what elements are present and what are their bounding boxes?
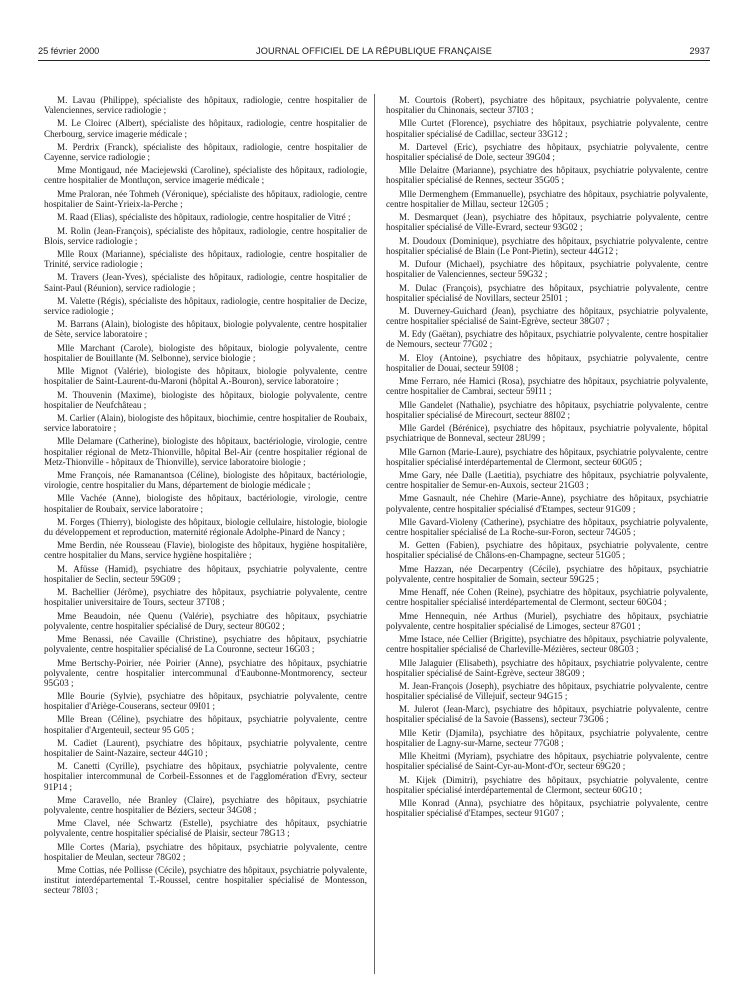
nomination-entry: M. Jean-François (Joseph), psychiatre des hôpitaux, psychiatrie polyvalente, centre hospitalier spécialisé de Villejuif, secteur 94G15 ; [386, 680, 708, 702]
nomination-entry: Mlle Gandelet (Nathalie), psychiatre des hôpitaux, psychiatrie polyvalente, centre hospitalier spécialisé de Mirecourt, secteur 88I02 ; [386, 399, 708, 420]
nomination-entry: Mme Istace, née Cellier (Brigitte), psychiatre des hôpitaux, psychiatrie polyvalente, centre hospitalier spécialisé de Charleville-Mézières, secteur 08G03 ; [386, 634, 708, 655]
nomination-entry: Mlle Jalaguier (Elisabeth), psychiatre des hôpitaux, psychiatrie polyvalente, centre hospitalier spécialisé de Saint-Egrève, secteur 38G09 ; [386, 657, 708, 678]
nomination-entry: M. Canetti (Cyrille), psychiatre des hôpitaux, psychiatrie polyvalente, centre hospitalier intercommunal de Corbeil-Essonnes et de l'agglomération d'Evry, secteur 91P14 ; [44, 761, 367, 792]
nomination-entry: Mlle Roux (Marianne), spécialiste des hôpitaux, radiologie, centre hospitalier de Trinité, service radiologie ; [44, 248, 367, 270]
nomination-entry: Mme Benassi, née Cavaille (Christine), psychiatre des hôpitaux, psychiatrie polyvalente, centre hospitalier spécialisé de La Couronne, secteur 16G03 ; [44, 634, 367, 655]
nomination-entry: M. Julerot (Jean-Marc), psychiatre des hôpitaux, psychiatrie polyvalente, centre hospitalier spécialisé de la Savoie (Bassens), secteur 73G06 ; [386, 704, 708, 725]
nomination-entry: M. Courtois (Robert), psychiatre des hôpitaux, psychiatrie polyvalente, centre hospitalier du Chinonais, secteur 37I03 ; [386, 95, 708, 116]
nomination-entry: Mlle Mignot (Valérie), biologiste des hôpitaux, biologie polyvalente, centre hospitalier de Saint-Laurent-du-Maroni (hôpital A.-Bouron), service laboratoire ; [44, 366, 367, 387]
nomination-entry: Mme Caravello, née Branley (Claire), psychiatre des hôpitaux, psychiatrie polyvalente, centre hospitalier de Béziers, secteur 34G08 ; [44, 794, 367, 815]
page-number: 2937 [689, 46, 710, 56]
nomination-entry: Mme Cottias, née Pollisse (Cécile), psychiatre des hôpitaux, psychiatrie polyvalente, institut interdépartemental T.-Roussel, centre hospitalier spécialisé de Montesson, secteur 78I03 ; [44, 865, 367, 896]
header-rule [38, 60, 710, 61]
nomination-entry: Mlle Delaitre (Marianne), psychiatre des hôpitaux, psychiatrie polyvalente, centre hospitalier spécialisé de Rennes, secteur 35G05 ; [386, 165, 708, 186]
nomination-entry: Mlle Vachée (Anne), biologiste des hôpitaux, bactériologie, virologie, centre hospitalier de Roubaix, service laboratoire ; [44, 493, 367, 514]
page-header [38, 46, 710, 60]
nomination-entry: Mlle Ketir (Djamila), psychiatre des hôpitaux, psychiatrie polyvalente, centre hospitalier de Lagny-sur-Marne, secteur 77G08 ; [386, 727, 708, 748]
nomination-entry: Mme Hennequin, née Arthus (Muriel), psychiatre des hôpitaux, psychiatrie polyvalente, centre hospitalier spécialisé de Limoges, secteur 87G01 ; [386, 610, 708, 631]
nomination-entry: Mlle Brean (Céline), psychiatre des hôpitaux, psychiatrie polyvalente, centre hospitalier d'Argenteuil, secteur 95 G05 ; [44, 714, 367, 735]
header-date: 25 février 2000 [38, 46, 100, 56]
nomination-entry: M. Dulac (François), psychiatre des hôpitaux, psychiatrie polyvalente, centre hospitalier spécialisé de Novillars, secteur 25I01 ; [386, 282, 708, 303]
right-column [386, 95, 708, 822]
nomination-entry: Mme Henaff, née Cohen (Reine), psychiatre des hôpitaux, psychiatrie polyvalente, centre hospitalier spécialisé interdépartemental de Clermont, secteur 60G04 ; [386, 587, 708, 608]
nomination-entry: M. Getten (Fabien), psychiatre des hôpitaux, psychiatrie polyvalente, centre hospitalier spécialisé de Châlons-en-Champagne, secteur 51G05 ; [386, 540, 708, 561]
left-column [44, 95, 367, 899]
nomination-entry: M. Afüsse (Hamid), psychiatre des hôpitaux, psychiatrie polyvalente, centre hospitalier de Seclin, secteur 59G09 ; [44, 563, 367, 584]
nomination-entry: Mme Beaudoin, née Quenu (Valérie), psychiatre des hôpitaux, psychiatrie polyvalente, centre hospitalier spécialisé de Dury, secteur 80G02 ; [44, 610, 367, 631]
nomination-entry: M. Edy (Gaëtan), psychiatre des hôpitaux, psychiatrie polyvalente, centre hospitalier de Nemours, secteur 77G02 ; [386, 329, 708, 350]
nomination-entry: Mlle Dermenghem (Emmanuelle), psychiatre des hôpitaux, psychiatrie polyvalente, centre hospitalier de Millau, secteur 12G05 ; [386, 188, 708, 209]
nomination-entry: M. Perdrix (Franck), spécialiste des hôpitaux, radiologie, centre hospitalier de Cayenne, service radiologie ; [44, 141, 367, 162]
nomination-entry: Mlle Curtet (Florence), psychiatre des hôpitaux, psychiatrie polyvalente, centre hospitalier spécialisé de Cadillac, secteur 33G12 ; [386, 118, 708, 139]
nomination-entry: M. Bachellier (Jérôme), psychiatre des hôpitaux, psychiatrie polyvalente, centre hospitalier universitaire de Tours, secteur 37T08 ; [44, 587, 367, 608]
nomination-entry: Mlle Cortes (Maria), psychiatre des hôpitaux, psychiatrie polyvalente, centre hospitalier de Meulan, secteur 78G02 ; [44, 841, 367, 862]
nomination-entry: M. Dartevel (Eric), psychiatre des hôpitaux, psychiatrie polyvalente, centre hospitalier spécialisé de Dole, secteur 39G04 ; [386, 141, 708, 162]
column-divider [374, 94, 375, 974]
nomination-entry: M. Forges (Thierry), biologiste des hôpitaux, biologie cellulaire, histologie, biologie du développement et reproduction, maternité régionale Adolphe-Pinard de Nancy ; [44, 516, 367, 537]
nomination-entry: Mme Gary, née Dalle (Laetitia), psychiatre des hôpitaux, psychiatrie polyvalente, centre hospitalier de Semur-en-Auxois, secteur 21G03 ; [386, 470, 708, 491]
nomination-entry: M. Travers (Jean-Yves), spécialiste des hôpitaux, radiologie, centre hospitalier de Saint-Paul (Réunion), service radiologie ; [44, 272, 367, 293]
nomination-entry: Mlle Garnon (Marie-Laure), psychiatre des hôpitaux, psychiatrie polyvalente, centre hospitalier spécialisé interdépartemental de Clermont, secteur 60G05 ; [386, 446, 708, 467]
nomination-entry: M. Rolin (Jean-François), spécialiste des hôpitaux, radiologie, centre hospitalier de Blois, service radiologie ; [44, 225, 367, 246]
nomination-entry: Mlle Gavard-Violeny (Catherine), psychiatre des hôpitaux, psychiatrie polyvalente, centre hospitalier spécialisé de La Roche-sur-Foron, secteur 74G05 ; [386, 516, 708, 537]
nomination-entry: M. Raad (Elias), spécialiste des hôpitaux, radiologie, centre hospitalier de Vitré ; [57, 212, 351, 223]
nomination-entry: Mme Ferraro, née Hamici (Rosa), psychiatre des hôpitaux, psychiatrie polyvalente, centre hospitalier de Cambrai, secteur 59I11 ; [386, 376, 708, 397]
nomination-entry: M. Desmarquet (Jean), psychiatre des hôpitaux, psychiatrie polyvalente, centre hospitalier spécialisé de Ville-Evrard, secteur 93G02 ; [386, 212, 708, 233]
nomination-entry: M. Carlier (Alain), biologiste des hôpitaux, biochimie, centre hospitalier de Roubaix, service laboratoire ; [44, 413, 367, 434]
nomination-entry: Mlle Gardel (Bérénice), psychiatre des hôpitaux, psychiatrie polyvalente, hôpital psychiatrique de Bonneval, secteur 28U99 ; [386, 423, 708, 444]
nomination-entry: M. Thouvenin (Maxime), biologiste des hôpitaux, biologie polyvalente, centre hospitalier de Neufchâteau ; [44, 389, 367, 410]
nomination-entry: Mlle Kheitmi (Myriam), psychiatre des hôpitaux, psychiatrie polyvalente, centre hospitalier spécialisé de Saint-Cyr-au-Mont-d'Or, secteur 69G20 ; [386, 751, 708, 772]
nomination-entry: M. Barrans (Alain), biologiste des hôpitaux, biologie polyvalente, centre hospitalier de Sète, service laboratoire ; [44, 319, 367, 340]
nomination-entry: Mme Berdin, née Rousseau (Flavie), biologiste des hôpitaux, hygiène hospitalière, centre hospitalier du Mans, service hygiène hospitalière ; [44, 540, 367, 561]
nomination-entry: M. Lavau (Philippe), spécialiste des hôpitaux, radiologie, centre hospitalier de Valenciennes, service radiologie ; [44, 95, 367, 116]
nomination-entry: Mme Bertschy-Poirier, née Poirier (Anne), psychiatre des hôpitaux, psychiatrie polyvalente, centre hospitalier intercommunal d'Eaubonne-Montmorency, secteur 95G03 ; [44, 657, 367, 688]
nomination-entry: Mme Montigaud, née Maciejewski (Caroline), spécialiste des hôpitaux, radiologie, centre hospitalier de Montluçon, service imagerie médicale ; [44, 165, 367, 186]
nomination-entry: Mme François, née Ramanantsoa (Céline), biologiste des hôpitaux, bactériologie, virologie, centre hospitalier du Mans, département de biologie médicale ; [44, 470, 367, 491]
nomination-entry: Mlle Bourie (Sylvie), psychiatre des hôpitaux, psychiatrie polyvalente, centre hospitalier d'Ariège-Couserans, secteur 09I01 ; [44, 691, 367, 712]
nomination-entry: M. Doudoux (Dominique), psychiatre des hôpitaux, psychiatrie polyvalente, centre hospitalier spécialisé de Blain (Le Pont-Pietin), secteur 44G12 ; [386, 235, 708, 256]
nomination-entry: Mme Clavel, née Schwartz (Estelle), psychiatre des hôpitaux, psychiatrie polyvalente, centre hospitalier spécialisé de Plaisir, secteur 78G13 ; [44, 818, 367, 839]
nomination-entry: M. Valette (Régis), spécialiste des hôpitaux, radiologie, centre hospitalier de Decize, service radiologie ; [44, 295, 367, 316]
nomination-entry: M. Cadiet (Laurent), psychiatre des hôpitaux, psychiatrie polyvalente, centre hospitalier de Saint-Nazaire, secteur 44G10 ; [44, 737, 367, 758]
nomination-entry: Mlle Konrad (Anna), psychiatre des hôpitaux, psychiatrie polyvalente, centre hospitalier spécialisé d'Etampes, secteur 91G07 ; [386, 798, 708, 819]
nomination-entry: M. Eloy (Antoine), psychiatre des hôpitaux, psychiatrie polyvalente, centre hospitalier de Douai, secteur 59I08 ; [386, 352, 708, 373]
nomination-entry: M. Duverney-Guichard (Jean), psychiatre des hôpitaux, psychiatrie polyvalente, centre hospitalier spécialisé de Saint-Egrève, secteur 38G07 ; [386, 305, 708, 327]
nomination-entry: M. Dufour (Michael), psychiatre des hôpitaux, psychiatrie polyvalente, centre hospitalier de Valenciennes, secteur 59G32 ; [386, 259, 708, 280]
nomination-entry: Mme Gasnault, née Chehire (Marie-Anne), psychiatre des hôpitaux, psychiatrie polyvalente, centre hospitalier spécialisé d'Etampes, secteur 91G09 ; [386, 493, 708, 514]
journal-title: JOURNAL OFFICIEL DE LA RÉPUBLIQUE FRANÇAISE [256, 46, 492, 56]
nomination-entry: Mlle Delamare (Catherine), biologiste des hôpitaux, bactériologie, virologie, centre hospitalier régional de Metz-Thionville, hôpital Bel-Air (centre hospitalier régional de Metz-Thionville - hôpitaux de Thionville), service laboratoire biologie ; [44, 436, 367, 467]
nomination-entry: Mme Hazzan, née Decarpentry (Cécile), psychiatre des hôpitaux, psychiatrie polyvalente, centre hospitalier de Somain, secteur 59G25 ; [386, 563, 708, 584]
nomination-entry: M. Le Cloirec (Albert), spécialiste des hôpitaux, radiologie, centre hospitalier de Cherbourg, service imagerie médicale ; [44, 118, 367, 139]
nomination-entry: M. Kijek (Dimitri), psychiatre des hôpitaux, psychiatrie polyvalente, centre hospitalier spécialisé interdépartemental de Clermont, secteur 60G10 ; [386, 774, 708, 795]
nomination-entry: Mlle Marchant (Carole), biologiste des hôpitaux, biologie polyvalente, centre hospitalier de Bouillante (M. Selbonne), service biologie ; [44, 342, 367, 363]
nomination-entry: Mme Praloran, née Tohmeh (Véronique), spécialiste des hôpitaux, radiologie, centre hospitalier de Saint-Yrieix-la-Perche ; [44, 188, 367, 209]
